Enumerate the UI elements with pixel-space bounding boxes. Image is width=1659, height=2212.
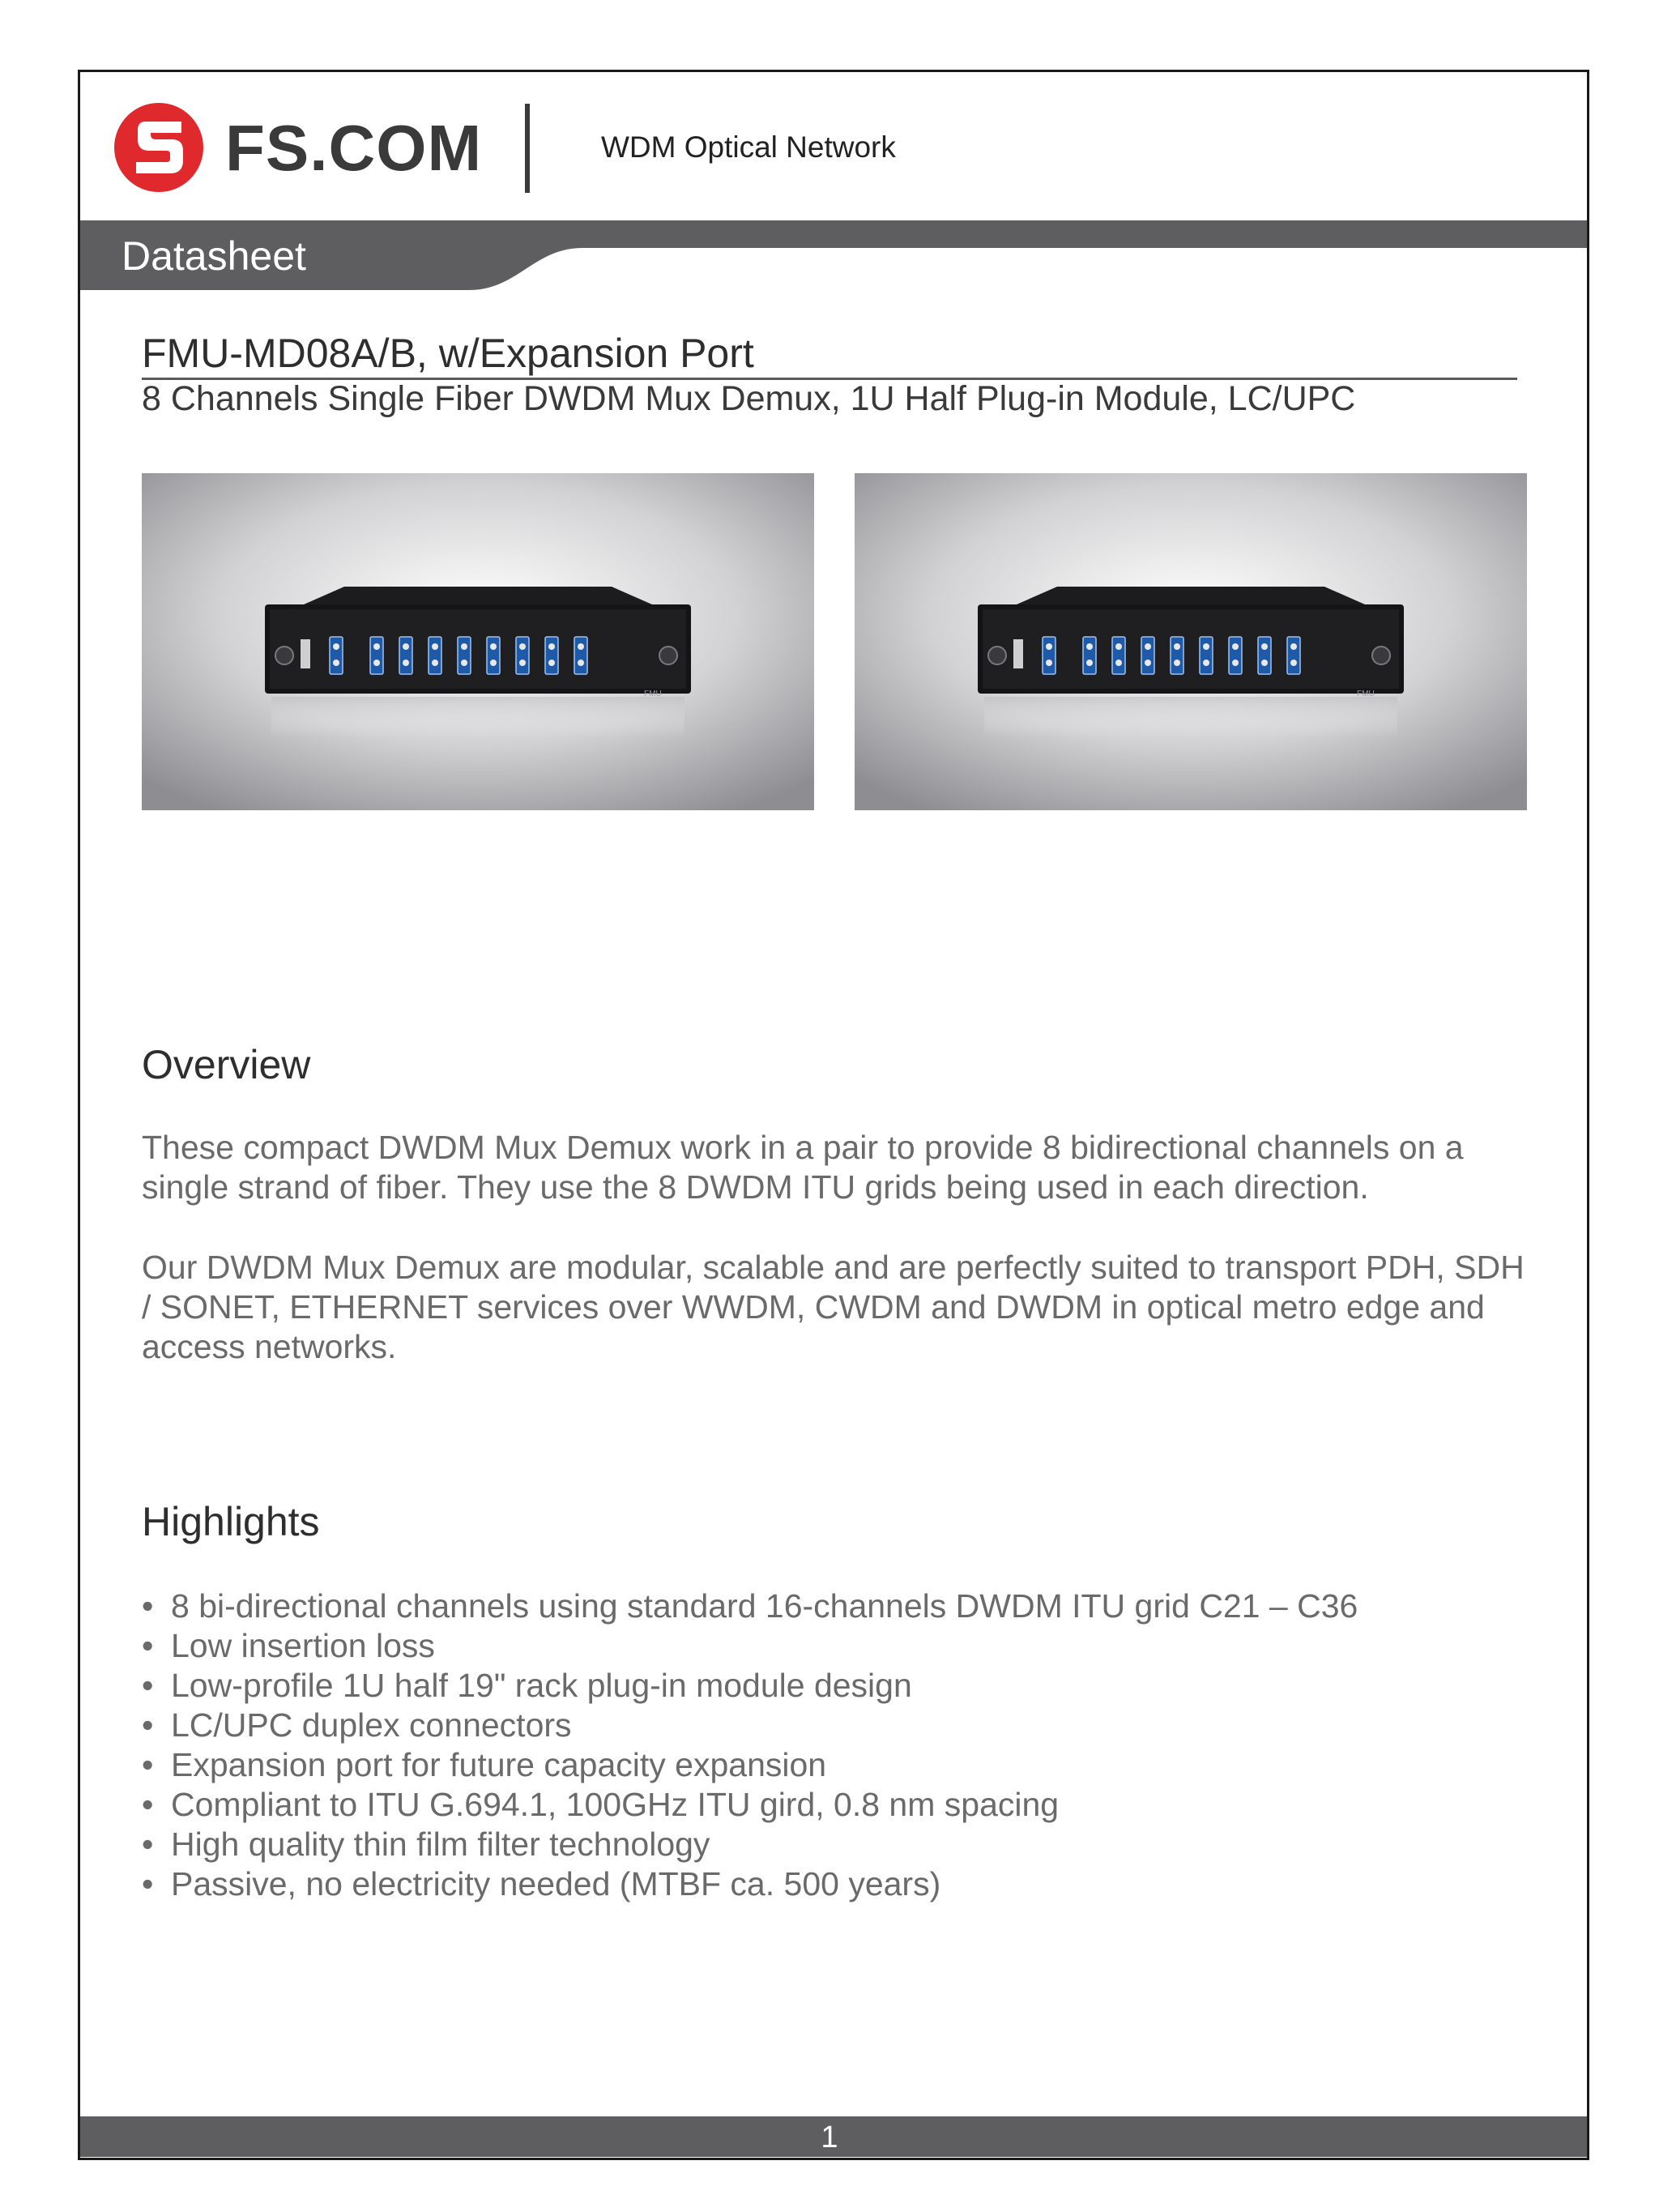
list-item: • LC/UPC duplex connectors — [142, 1706, 572, 1744]
fs-logo — [113, 102, 204, 193]
overview-paragraph-1: These compact DWDM Mux Demux work in a pair to provide 8 bidirectional channels on a single strand of fiber. They use the 8 DWDM ITU grids being used in each direction. — [142, 1129, 1464, 1206]
list-item: • Passive, no electricity needed (MTBF ca. 500 years) — [142, 1865, 941, 1902]
list-item: • High quality thin film filter technology — [142, 1826, 710, 1863]
overview-paragraph-2: Our DWDM Mux Demux are modular, scalable and are perfectly suited to transport PDH, SDH / SONET, ETHERNET services over WWDM, CWDM and DWDM in optical metro edge and access networks. — [142, 1249, 1525, 1365]
product-title: FMU-MD08A/B, w/Expansion Port — [142, 331, 754, 376]
list-item: • Low insertion loss — [142, 1627, 435, 1664]
product-subtitle: 8 Channels Single Fiber DWDM Mux Demux, 1U Half Plug-in Module, LC/UPC — [142, 379, 1356, 418]
highlights-list — [142, 1586, 1358, 1904]
list-item: • Expansion port for future capacity expansion — [142, 1746, 827, 1783]
list-item: • 8 bi-directional channels using standard 16-channels DWDM ITU grid C21 – C36 — [142, 1587, 1358, 1625]
product-photo-a — [142, 473, 814, 810]
module-label: FMU — [1357, 690, 1375, 698]
page-number: 1 — [821, 2120, 838, 2154]
header-tagline: WDM Optical Network — [601, 130, 896, 164]
list-item: • Low-profile 1U half 19" rack plug-in module design — [142, 1667, 912, 1704]
product-photo-b — [855, 473, 1527, 810]
overview-heading: Overview — [142, 1042, 311, 1087]
brand-name: FS.COM — [225, 112, 483, 184]
module-label: FMU — [644, 690, 662, 698]
header-divider — [525, 104, 530, 193]
highlights-heading: Highlights — [142, 1499, 320, 1544]
list-item: • Compliant to ITU G.694.1, 100GHz ITU gird, 0.8 nm spacing — [142, 1786, 1060, 1823]
datasheet-label: Datasheet — [122, 233, 306, 279]
